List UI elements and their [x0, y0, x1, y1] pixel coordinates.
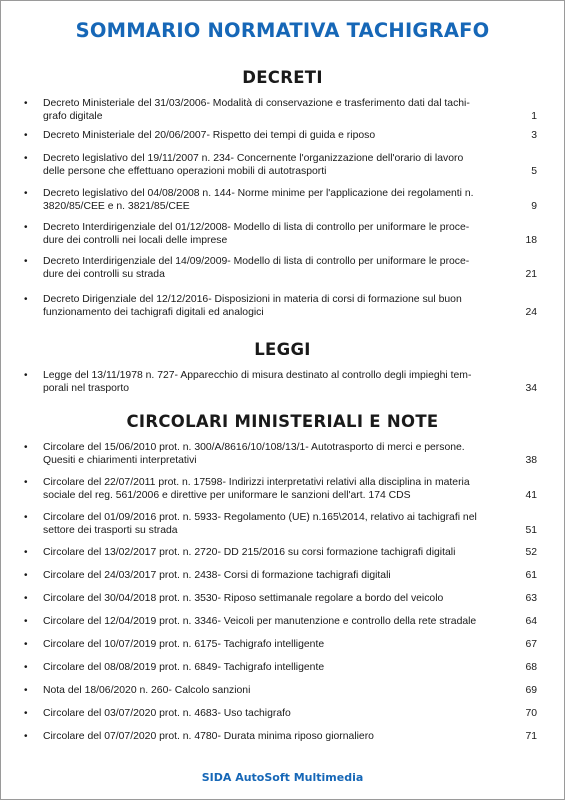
- section-decreti: [1, 68, 564, 87]
- page-number: 41: [525, 490, 537, 501]
- entry-line: Decreto Interdirigenziale del 14/09/2009- Modello di lista di controllo per uniformare le proce-: [43, 256, 470, 267]
- page-number: 21: [525, 269, 537, 280]
- bullet-icon: •: [24, 256, 28, 267]
- bullet-icon: •: [24, 731, 28, 742]
- section-heading: LEGGI: [254, 340, 311, 359]
- entry-line: settore dei trasporti su strada: [43, 525, 178, 536]
- bullet-icon: •: [24, 639, 28, 650]
- bullet-icon: •: [24, 222, 28, 233]
- page-number: 69: [525, 685, 537, 696]
- bullet-icon: •: [24, 370, 28, 381]
- bullet-icon: •: [24, 477, 28, 488]
- entry-text: [43, 255, 513, 281]
- entry-line: Legge del 13/11/1978 n. 727- Apparecchio di misura destinato al controllo degli impieghi tem-: [43, 370, 472, 381]
- section-heading: CIRCOLARI MINISTERIALI E NOTE: [126, 412, 439, 431]
- entry-text: [43, 511, 513, 537]
- entry-line: dure dei controlli su strada: [43, 269, 165, 280]
- entry-text: [43, 129, 513, 142]
- page-number: 5: [531, 166, 537, 177]
- bullet-icon: •: [24, 547, 28, 558]
- entry-line: Circolare del 01/09/2016 prot. n. 5933- Regolamento (UE) n.165\2014, relativo ai tachigrafi nel: [43, 512, 477, 523]
- bullet-icon: •: [24, 685, 28, 696]
- entry-line: delle persone che effettuano operazioni mobili di autotrasporti: [43, 166, 327, 177]
- entry-line: Circolare del 13/02/2017 prot. n. 2720- DD 215/2016 su corsi formazione tachigrafi digitali: [43, 547, 456, 558]
- bullet-icon: •: [24, 570, 28, 581]
- entry-text: [43, 441, 513, 467]
- entry-line: Circolare del 24/03/2017 prot. n. 2438- Corsi di formazione tachigrafi digitali: [43, 570, 391, 581]
- bullet-icon: •: [24, 616, 28, 627]
- entry-text: [43, 369, 513, 395]
- entry-text: [43, 707, 513, 720]
- entry-text: [43, 730, 513, 743]
- entry-text: [43, 293, 513, 319]
- page-title: SOMMARIO NORMATIVA TACHIGRAFO: [75, 19, 490, 42]
- entry-text: [43, 97, 513, 123]
- entry-line: grafo digitale: [43, 111, 103, 122]
- section-heading: DECRETI: [242, 68, 323, 87]
- bullet-icon: •: [24, 662, 28, 673]
- page-number: 34: [525, 383, 537, 394]
- entry-text: [43, 221, 513, 247]
- entry-text: [43, 187, 513, 213]
- entry-text: [43, 638, 513, 651]
- entry-line: Decreto legislativo del 04/08/2008 n. 144- Norme minime per l'applicazione dei regolamenti n.: [43, 188, 474, 199]
- bullet-icon: •: [24, 294, 28, 305]
- entry-line: Circolare del 08/08/2019 prot. n. 6849- Tachigrafo intelligente: [43, 662, 325, 673]
- page-number: 70: [525, 708, 537, 719]
- entry-text: [43, 546, 513, 559]
- page-number: 64: [525, 616, 537, 627]
- page-number: 9: [531, 201, 537, 212]
- entry-line: dure dei controlli nei locali delle imprese: [43, 235, 228, 246]
- entry-line: funzionamento dei tachigrafi digitali ed analogici: [43, 307, 264, 318]
- page-number: 1: [531, 111, 537, 122]
- page-number: 52: [525, 547, 537, 558]
- page-number: 24: [525, 307, 537, 318]
- bullet-icon: •: [24, 442, 28, 453]
- entry-text: [43, 684, 513, 697]
- entry-line: Circolare del 03/07/2020 prot. n. 4683- Uso tachigrafo: [43, 708, 291, 719]
- page-number: 51: [525, 525, 537, 536]
- entry-line: Circolare del 22/07/2011 prot. n. 17598- Indirizzi interpretativi relativi alla disciplina in materia: [43, 477, 470, 488]
- page-number: 68: [525, 662, 537, 673]
- entry-line: 3820/85/CEE e n. 3821/85/CEE: [43, 201, 190, 212]
- page-number: 63: [525, 593, 537, 604]
- entry-text: [43, 476, 513, 502]
- entry-line: Decreto Dirigenziale del 12/12/2016- Disposizioni in materia di corsi di formazione sul buon: [43, 294, 462, 305]
- section-circolari-ministeriali-e-note: [1, 412, 564, 431]
- page-number: 18: [525, 235, 537, 246]
- entry-line: Decreto Ministeriale del 20/06/2007- Rispetto dei tempi di guida e riposo: [43, 130, 376, 141]
- page-number: 71: [525, 731, 537, 742]
- entry-line: Circolare del 07/07/2020 prot. n. 4780- Durata minima riposo giornaliero: [43, 731, 374, 742]
- page-number: 61: [525, 570, 537, 581]
- entry-text: [43, 592, 513, 605]
- entry-line: Circolare del 15/06/2010 prot. n. 300/A/8616/10/108/13/1- Autotrasporto di merci e persone.: [43, 442, 465, 453]
- entry-line: porali nel trasporto: [43, 383, 130, 394]
- entry-text: [43, 615, 513, 628]
- entry-text: [43, 661, 513, 674]
- entry-line: Circolare del 12/04/2019 prot. n. 3346- Veicoli per manutenzione e controllo della rete stradale: [43, 616, 477, 627]
- entry-line: Decreto Interdirigenziale del 01/12/2008- Modello di lista di controllo per uniformare le proce-: [43, 222, 470, 233]
- entry-line: Circolare del 10/07/2019 prot. n. 6175- Tachigrafo intelligente: [43, 639, 325, 650]
- entry-line: Decreto legislativo del 19/11/2007 n. 234- Concernente l'organizzazione dell'orario di lavoro: [43, 153, 464, 164]
- page-number: 38: [525, 455, 537, 466]
- page-number: 3: [531, 130, 537, 141]
- bullet-icon: •: [24, 130, 28, 141]
- entry-line: sociale del reg. 561/2006 e direttive per uniformare le sanzioni dell'art. 174 CDS: [43, 490, 411, 501]
- entry-line: Nota del 18/06/2020 n. 260- Calcolo sanzioni: [43, 685, 251, 696]
- entry-text: [43, 152, 513, 178]
- bullet-icon: •: [24, 153, 28, 164]
- bullet-icon: •: [24, 98, 28, 109]
- section-leggi: [1, 340, 564, 359]
- bullet-icon: •: [24, 188, 28, 199]
- page-number: 67: [525, 639, 537, 650]
- bullet-icon: •: [24, 708, 28, 719]
- bullet-icon: •: [24, 512, 28, 523]
- entry-text: [43, 569, 513, 582]
- footer-brand: SIDA AutoSoft Multimedia: [201, 771, 364, 784]
- entry-line: Circolare del 30/04/2018 prot. n. 3530- Riposo settimanale regolare a bordo del veicolo: [43, 593, 444, 604]
- bullet-icon: •: [24, 593, 28, 604]
- entry-line: Quesiti e chiarimenti interpretativi: [43, 455, 197, 466]
- entry-line: Decreto Ministeriale del 31/03/2006- Modalità di conservazione e trasferimento dati dal tachi-: [43, 98, 470, 109]
